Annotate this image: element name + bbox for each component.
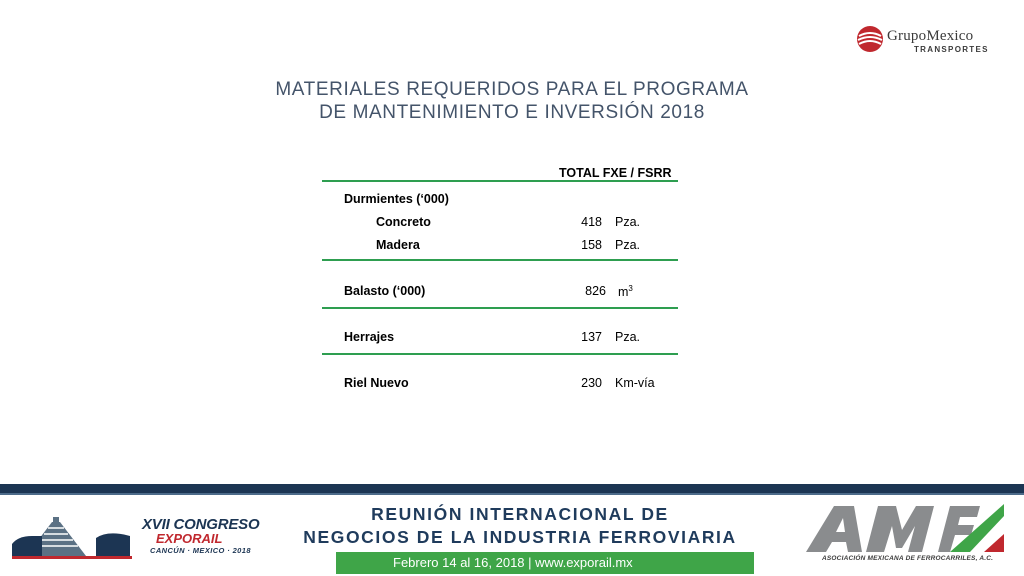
table-rule	[322, 307, 678, 309]
expo-title-line-1: XVII CONGRESO	[142, 516, 260, 533]
event-date-url: Febrero 14 al 16, 2018 | www.exporail.mx	[393, 555, 633, 570]
row-balasto-unit: $m^3$	[618, 284, 633, 300]
row-concreto-label: Concreto	[376, 215, 431, 229]
row-madera-value: 158	[581, 238, 602, 252]
amf-subtitle: ASOCIACIÓN MEXICANA DE FERROCARRILES, A.C.	[822, 555, 994, 562]
meeting-title-line-2: NEGOCIOS DE LA INDUSTRIA FERROVIARIA	[303, 527, 737, 547]
table-rule	[322, 353, 678, 355]
row-riel-value: 230	[581, 376, 602, 390]
row-concreto-unit: Pza.	[615, 215, 641, 229]
row-durmientes-label: Durmientes (‘000)	[344, 192, 449, 206]
footer-banner	[0, 484, 1024, 576]
grupo-mexico-logo	[856, 24, 996, 56]
row-herrajes-unit: Pza.	[615, 330, 641, 344]
row-riel-unit: Km-vía	[615, 376, 655, 390]
table-header-rule	[322, 180, 678, 182]
page-title-line-1: MATERIALES REQUERIDOS PARA EL PROGRAMA	[275, 79, 749, 100]
grupo-mexico-emblem-icon	[856, 25, 884, 53]
table-header: TOTAL FXE / FSRR	[559, 166, 672, 180]
exporail-pyramid-train-icon	[12, 510, 132, 562]
row-riel-label: Riel Nuevo	[344, 376, 409, 390]
meeting-title-line-1: REUNIÓN INTERNACIONAL DE	[371, 504, 669, 524]
row-herrajes-label: Herrajes	[344, 330, 395, 344]
row-balasto-value: 826	[585, 284, 606, 298]
row-concreto-value: 418	[581, 215, 602, 229]
expo-title-line-2: EXPORAIL	[156, 531, 223, 546]
row-madera-label: Madera	[376, 238, 420, 252]
page-title-line-2: DE MANTENIMIENTO E INVERSIÓN 2018	[319, 102, 705, 123]
logo-subtitle: TRANSPORTES	[914, 45, 989, 54]
logo-name: GrupoMexico	[887, 28, 974, 44]
materials-table	[322, 160, 678, 400]
row-madera-unit: Pza.	[615, 238, 641, 252]
row-balasto-label: Balasto (‘000)	[344, 284, 426, 298]
footer-top-bar-accent	[0, 493, 1024, 495]
expo-location: CANCÚN · MEXICO · 2018	[150, 546, 251, 555]
table-rule	[322, 259, 678, 261]
row-herrajes-value: 137	[581, 330, 602, 344]
footer-top-bar	[0, 484, 1024, 493]
